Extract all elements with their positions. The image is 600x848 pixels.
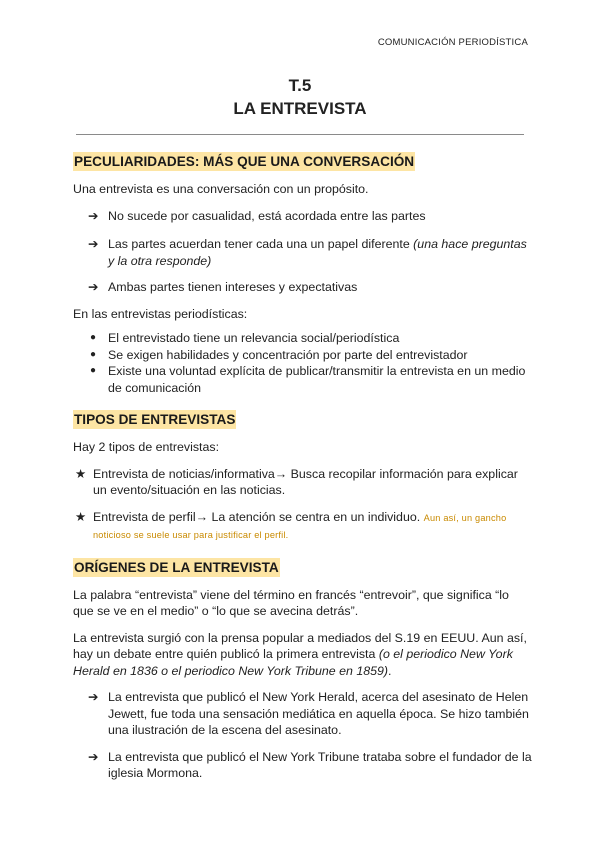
list-item-text: La entrevista que publicó el New York Herald, acerca del asesinato de Helen Jewett, fue toda una sensación mediática en aquella época. Se hizo también una ilustración de la escena del asesinato. — [108, 690, 529, 737]
section-heading-origenes: ORÍGENES DE LA ENTREVISTA — [74, 559, 279, 575]
list-item — [73, 466, 533, 499]
list-item — [73, 347, 533, 364]
paragraph-italic: (o el periodico New York Herald en 1836 o el periodico New York Tribune en 1859) — [73, 647, 513, 678]
paragraph: Hay 2 tipos de entrevistas: — [73, 440, 220, 454]
list-item-text: Se exigen habilidades y concentración por parte del entrevistador — [108, 347, 468, 362]
list-item — [73, 749, 533, 782]
list-item-text: No sucede por casualidad, está acordada entre las partes — [108, 208, 426, 223]
side-note: Aun así, un gancho noticioso se suele usar para justificar el perfil. — [93, 512, 507, 540]
paragraph-end: . — [388, 663, 392, 678]
bullet-list — [73, 330, 533, 396]
paragraph — [73, 630, 533, 680]
star-icon: ★ — [75, 466, 87, 481]
paragraph-text: La entrevista surgió con la prensa popular a mediados del S.19 en EEUU. Aun así, hay un debate entre quién publicó la primera entrevista — [73, 630, 527, 661]
paragraph: En las entrevistas periodísticas: — [73, 306, 248, 321]
list-item — [73, 509, 533, 544]
bullet-icon: ● — [90, 365, 97, 376]
arrow-icon: ➔ — [88, 690, 99, 704]
section-heading-peculiaridades: PECULIARIDADES: MÁS QUE UNA CONVERSACIÓN — [74, 154, 415, 169]
list-item-text: La entrevista que publicó el New York Tribune trataba sobre el fundador de la iglesia Mormona. — [108, 749, 532, 780]
list-item-italic: (una hace preguntas y la otra responde) — [108, 237, 527, 268]
paragraph: Una entrevista es una conversación con un propósito. — [73, 182, 369, 196]
arrow-icon: ➔ — [88, 749, 99, 764]
title-divider — [76, 134, 524, 135]
list-item — [73, 689, 533, 739]
list-item-text: Ambas partes tienen intereses y expectativas — [108, 280, 358, 294]
arrow-icon: ➔ — [88, 208, 99, 223]
star-icon: ★ — [75, 509, 87, 524]
bullet-icon: ● — [90, 332, 97, 343]
arrow-icon: ➔ — [88, 237, 99, 251]
list-item-text: Existe una voluntad explícita de publicar/transmitir la entrevista en un medio de comunicación — [108, 364, 526, 395]
arrow-icon: ➔ — [88, 280, 99, 294]
list-item-text: Las partes acuerdan tener cada una un papel diferente — [108, 237, 414, 251]
arrow-list — [73, 689, 533, 782]
list-item-text: El entrevistado tiene un relevancia social/periodística — [108, 331, 400, 345]
list-item-text: Entrevista de noticias/informativa→ Busca recopilar información para explicar un evento/situación en las noticias. — [93, 466, 518, 497]
list-item — [73, 363, 533, 396]
arrow-list — [73, 208, 533, 296]
section-heading-tipos: TIPOS DE ENTREVISTAS — [74, 412, 236, 427]
bullet-icon: ● — [90, 348, 97, 360]
page-title: LA ENTREVISTA — [233, 99, 367, 118]
list-item — [73, 236, 533, 269]
paragraph: La palabra “entrevista” viene del término en francés “entrevoir”, que significa “lo que se ve en el medio” o “lo que se avecina detrás”. — [73, 587, 509, 618]
title-block — [0, 75, 600, 121]
star-list — [73, 466, 533, 544]
list-item — [73, 279, 533, 296]
list-item — [73, 330, 533, 347]
chapter-number: T.5 — [288, 76, 312, 95]
list-item — [73, 208, 533, 225]
header-tag: COMUNICACIÓN PERIODÍSTICA — [377, 37, 528, 48]
list-item-text: Entrevista de perfil→ La atención se centra en un individuo. — [93, 509, 424, 524]
document-body — [73, 152, 533, 782]
